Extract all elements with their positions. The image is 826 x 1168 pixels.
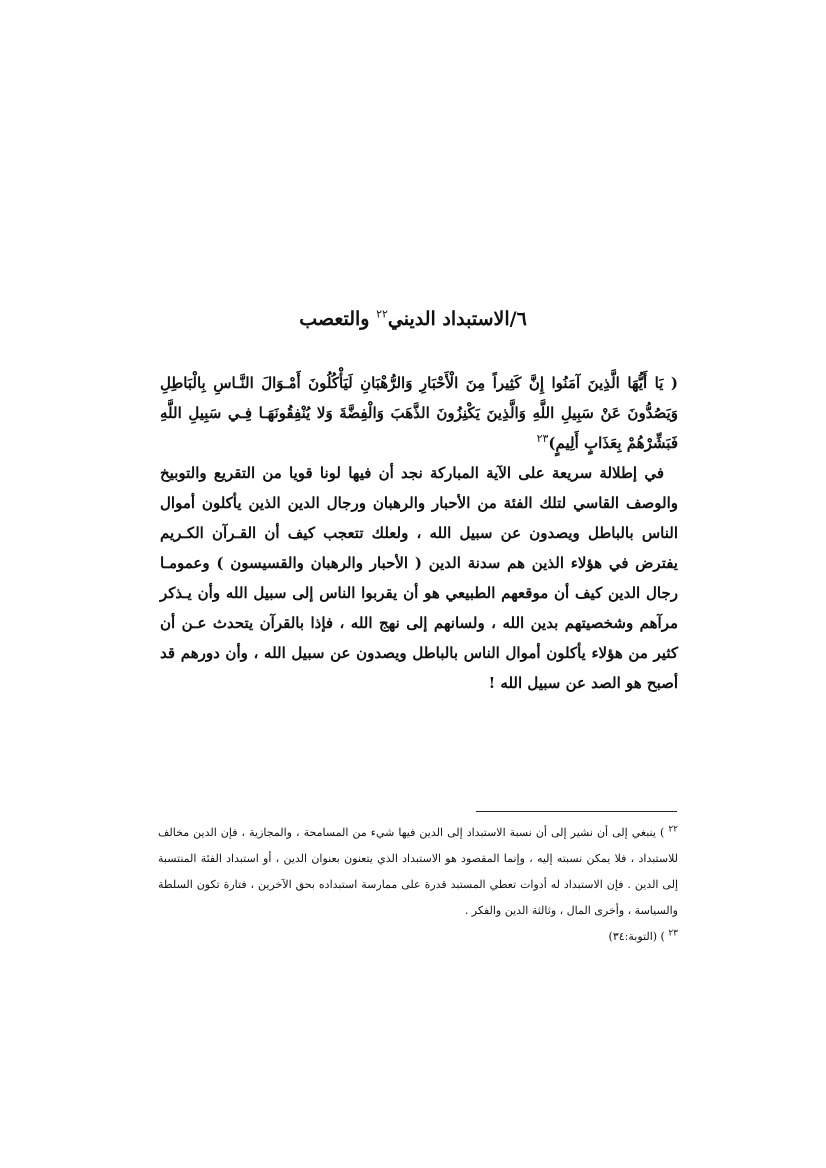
verse-footnote-ref[interactable]: ٢٣ [536, 432, 549, 445]
footnote-separator [476, 811, 677, 812]
heading-title-suffix: والتعصب [299, 308, 377, 330]
footnote-23 [158, 924, 678, 950]
heading-footnote-ref[interactable]: ٢٢ [376, 307, 388, 321]
commentary-paragraph: في إطلالة سريعة على الآية المباركة نجد أن فيها لونا قويا من التقريع والتوبيخ والوصف القاسي لتلك الفئة من الأحبار والرهبان ورجال الدين الذين يأكلون أموال الناس بالباطل ويصدون عن سبيل الله ، ولعلك تتعجب كيف أن القـرآن الكـريم يفترض في هؤلاء الذين هم سدنة الدين ( الأحبار والرهبان والقسيسون ) وعمومـا رجال الدين كيف أن موقعهم الطبيعي هو أن يقربوا الناس إلى سبيل الله وأن يـذكر مرآهم وشخصيتهم بدين الله ، ولسانهم إلى نهج الله ، فإذا بالقرآن يتحدث عـن أن كثير من هؤلاء يأكلون أموال الناس بالباطل ويصدون عن سبيل الله ، وأن دورهم قد أصبح هو الصد عن سبيل الله ! [160, 464, 678, 692]
footnote-number: ٢٣ [668, 928, 678, 939]
section-heading [0, 304, 826, 334]
footnote-22 [158, 820, 678, 924]
body-text [160, 368, 678, 698]
footnote-text: ) (التوبة:٣٤) [608, 930, 665, 943]
quran-verse [160, 368, 678, 458]
footnotes [158, 820, 678, 950]
footnote-text: ) ينبغي إلى أن نشير إلى أن نسبة الاستبداد إلى الدين فيها شيء من المسامحة ، والمجازية ، فإن الدين مخالف للاستبداد ، فلا يمكن نسبته إليه ، وإنما المقصود هو الاستبداد الذي يتعنون بعنوان الدين ، أو استبداد الفئة المنتسبة إلى الدين . فإن الاستبداد له أدوات تعطي المستبد قدرة على ممارسة استبداده بحق الآخرين ، فتارة تكون السلطة والسياسة ، وأخرى المال ، وثالثة الدين والفكر . [158, 826, 678, 917]
verse-text: ( يَا أَيُّهَا الَّذِينَ آمَنُوا إِنَّ كَثِيراً مِنَ الْأَحْبَارِ وَالرُّهْبَانِ لَيَأْكُلُونَ أَمْـوَالَ النَّـاسِ بِالْبَاطِلِ وَيَصُدُّونَ عَنْ سَبِيلِ اللَّهِ وَالَّذِينَ يَكْنِزُونَ الذَّهَبَ وَالْفِضَّةَ وَلا يُنْفِقُونَهَـا فِـي سَبِيلِ اللَّهِ فَبَشِّرْهُمْ بِعَذَابٍ أَلِيمٍ) [160, 374, 678, 452]
heading-title: ٦/الاستبداد الديني [387, 308, 527, 330]
footnote-number: ٢٢ [668, 824, 679, 835]
